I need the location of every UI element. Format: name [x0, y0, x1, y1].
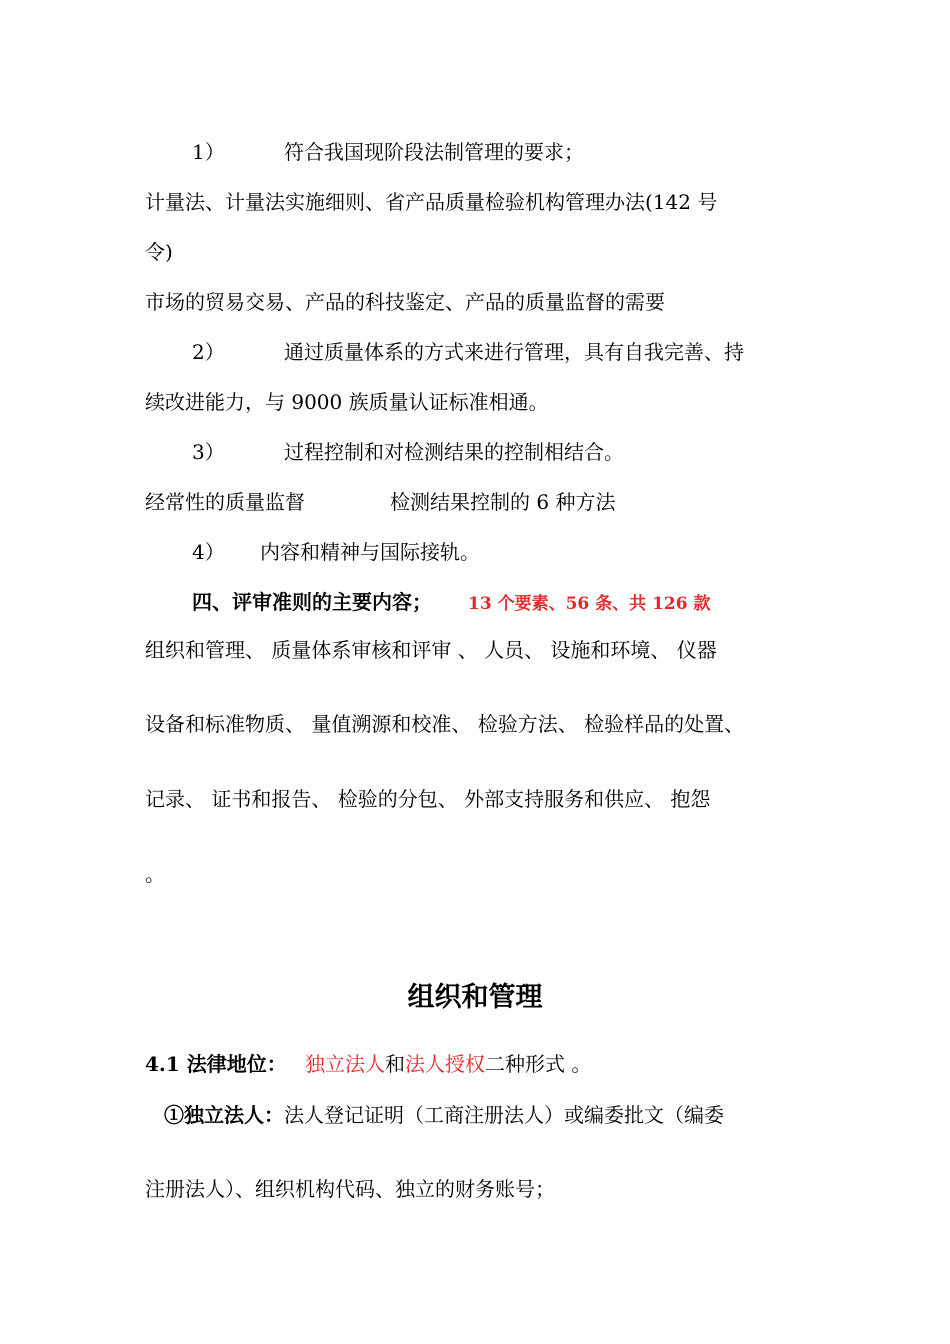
item-number: 4）: [192, 540, 225, 564]
list-item-1: [192, 138, 584, 166]
paragraph-item2-cont: 续改进能力，与 9000 族质量认证标准相通。: [145, 390, 549, 414]
item-text: 符合我国现阶段法制管理的要求；: [284, 140, 584, 164]
org-heading: 组织和管理: [407, 982, 543, 1013]
legal-and: 和: [385, 1052, 405, 1076]
section-4-title: 四、评审准则的主要内容；: [192, 590, 432, 614]
supervise-text-a: 经常性的质量监督: [145, 490, 305, 514]
legal-form-authorized: 法人授权: [405, 1052, 485, 1076]
independent-text: 法人登记证明（工商注册法人）或编委批文（编委: [284, 1103, 724, 1127]
item-number: 2）: [192, 340, 225, 364]
section-4-heading: [192, 588, 710, 618]
item-text: 过程控制和对检测结果的控制相结合。: [284, 440, 624, 464]
paragraph-law-cont: 令): [145, 240, 173, 264]
list-item-4: [192, 538, 480, 566]
item-text: 通过质量体系的方式来进行管理，具有自我完善、持: [284, 340, 744, 364]
elements-line-4: 。: [145, 862, 165, 886]
legal-form-independent: 独立法人: [305, 1052, 385, 1076]
item-number: 1）: [192, 140, 225, 164]
paragraph-supervise: [145, 488, 615, 516]
independent-legal-line: [164, 1101, 724, 1129]
paragraph-market: 市场的贸易交易、产品的科技鉴定、产品的质量监督的需要: [145, 290, 665, 314]
section-4-summary: 13 个要素、56 条、共 126 款: [468, 594, 711, 614]
supervise-text-b: 检测结果控制的 6 种方法: [390, 490, 616, 514]
item-text: 内容和精神与国际接轨。: [260, 540, 480, 564]
independent-legal-cont: 注册法人）、组织机构代码、独立的财务账号；: [145, 1177, 555, 1201]
paragraph-law: 计量法、计量法实施细则、省产品质量检验机构管理办法(142 号: [145, 190, 718, 214]
legal-status-label: 4.1 法律地位：: [145, 1052, 287, 1076]
item-number: 3）: [192, 440, 225, 464]
elements-line-3: 记录、 证书和报告、 检验的分包、 外部支持服务和供应、 抱怨: [145, 787, 711, 811]
elements-line-1: 组织和管理、 质量体系审核和评审 、 人员、 设施和环境、 仪器: [145, 638, 717, 662]
elements-line-2: 设备和标准物质、 量值溯源和校准、 检验方法、 检验样品的处置、: [145, 712, 745, 736]
list-item-3: [192, 438, 624, 466]
independent-label: ①独立法人：: [164, 1103, 284, 1127]
legal-tail: 二种形式 。: [485, 1052, 592, 1076]
list-item-2: [192, 338, 744, 366]
legal-status-line: [145, 1050, 591, 1078]
